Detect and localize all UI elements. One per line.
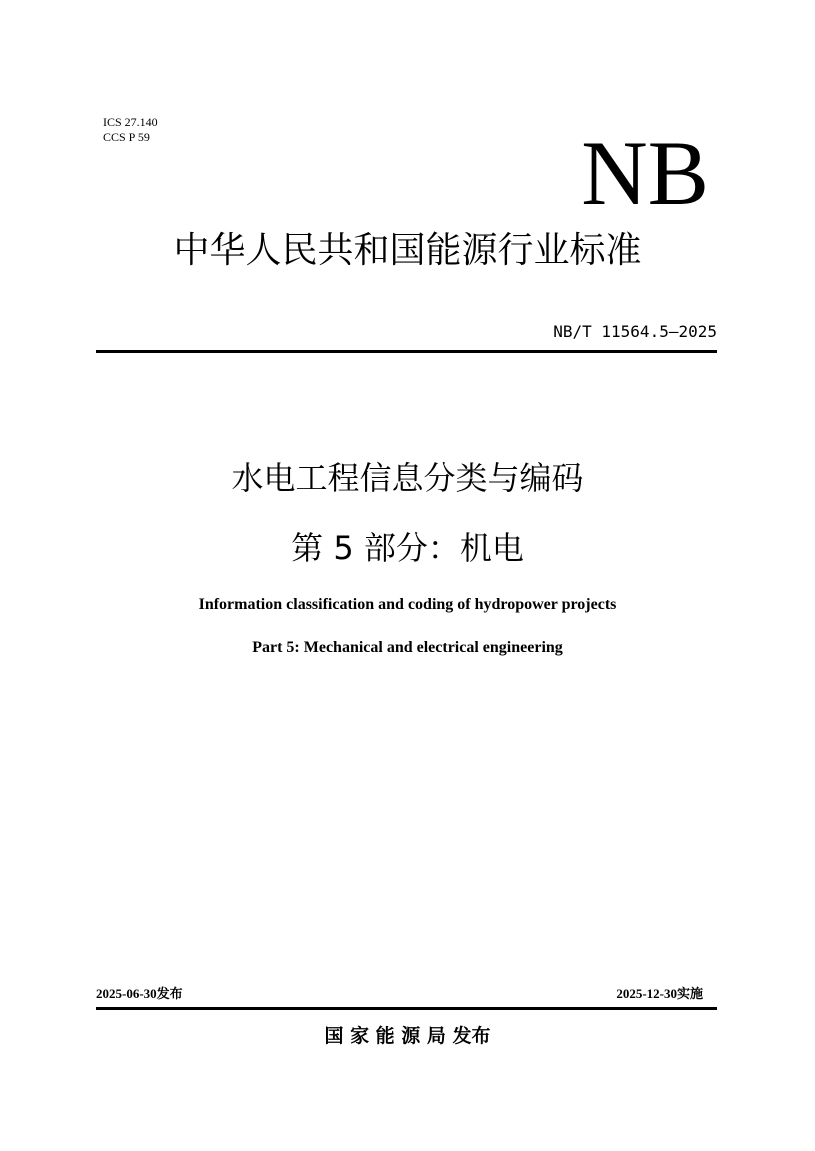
document-title-en: Information classification and coding of hydropower projects	[198, 596, 617, 613]
document-subtitle-en: Part 5: Mechanical and electrical engineering	[252, 639, 563, 656]
implementation-date: 2025-12-30实施	[616, 986, 703, 1001]
document-subtitle-zh: 第 5 部分：机电	[291, 529, 524, 567]
ics-code: ICS 27.140	[103, 115, 158, 129]
ccs-code: CCS P 59	[103, 130, 150, 144]
standard-number: NB/T 11564.5—2025	[553, 322, 717, 341]
document-title-zh: 水电工程信息分类与编码	[231, 459, 584, 497]
industry-standard-title: 中华人民共和国能源行业标准	[173, 230, 642, 271]
header-divider	[96, 350, 717, 353]
issue-date: 2025-06-30发布	[96, 986, 183, 1001]
footer-divider	[96, 1007, 717, 1010]
nb-logo: NB	[581, 122, 709, 224]
classification-codes	[103, 115, 158, 145]
publisher: 国 家 能 源 局 发布	[324, 1025, 491, 1047]
